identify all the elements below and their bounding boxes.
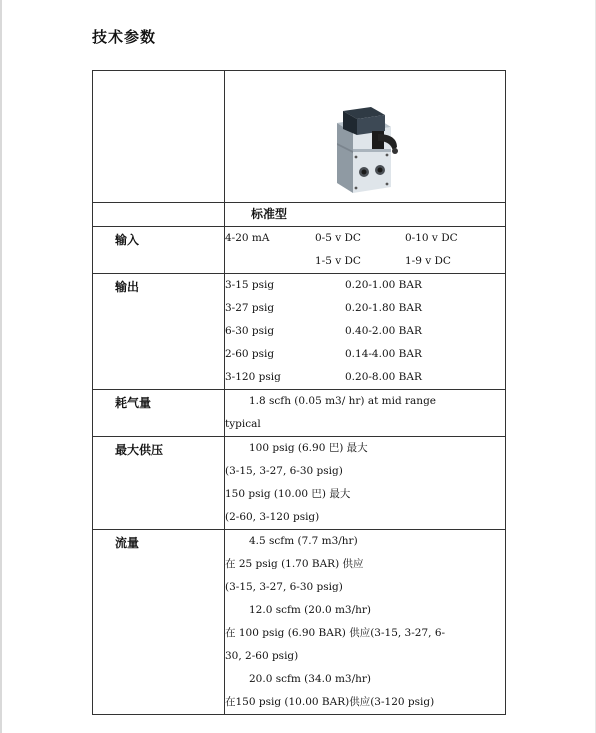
input-line: [225, 250, 505, 273]
output-row: [93, 274, 506, 390]
page-title: 技术参数: [92, 28, 157, 46]
input-value: 1-5 v DC: [315, 255, 361, 267]
max-supply-label: 最大供压: [115, 443, 164, 457]
product-image-cell: [225, 71, 506, 203]
flow-line: 在 100 psig (6.90 BAR) 供应(3-15, 3-27, 6-: [225, 627, 446, 639]
output-bar: 0.20-1.80 BAR: [345, 302, 422, 314]
flow-line: 在 25 psig (1.70 BAR) 供应: [225, 558, 364, 570]
flow-label: 流量: [115, 536, 140, 550]
input-value: [225, 250, 315, 273]
product-image: [225, 71, 505, 202]
flow-line: 30, 2-60 psig): [225, 650, 299, 662]
input-row: [93, 227, 506, 274]
input-value: 0-5 v DC: [315, 232, 361, 244]
output-range: 6-30 psig: [225, 325, 275, 337]
output-range: 3-120 psig: [225, 371, 281, 383]
consumption-label: 耗气量: [115, 396, 152, 410]
output-line: [225, 320, 505, 343]
output-line: [225, 366, 505, 389]
image-row: [93, 71, 506, 203]
input-label: 输入: [115, 233, 140, 247]
output-bar: 0.20-1.00 BAR: [345, 279, 422, 291]
flow-line: 12.0 scfm (20.0 m3/hr): [249, 604, 372, 616]
output-range: 3-15 psig: [225, 279, 275, 291]
output-bar: 0.40-2.00 BAR: [345, 325, 422, 337]
spec-table: [92, 70, 506, 715]
page-edge-left: [0, 0, 2, 733]
consumption-line: 1.8 scfh (0.05 m3/ hr) at mid range: [249, 395, 437, 407]
image-row-label-cell: [93, 71, 225, 203]
input-value: 4-20 mA: [225, 232, 270, 244]
output-label: 输出: [115, 280, 140, 294]
max-supply-line: 150 psig (10.00 巴) 最大: [225, 488, 351, 500]
flow-line: (3-15, 3-27, 6-30 psig): [225, 581, 343, 593]
flow-row: [93, 530, 506, 715]
flow-line: 20.0 scfm (34.0 m3/hr): [249, 673, 372, 685]
consumption-line: typical: [225, 418, 261, 430]
output-line: [225, 297, 505, 320]
max-supply-line: (2-60, 3-120 psig): [225, 511, 320, 523]
header-label-cell: [93, 203, 225, 227]
input-value: 1-9 v DC: [405, 255, 451, 267]
standard-type-heading: 标准型: [251, 207, 288, 221]
input-line: [225, 227, 505, 250]
output-bar: 0.20-8.00 BAR: [345, 371, 422, 383]
input-value: 0-10 v DC: [405, 232, 458, 244]
output-bar: 0.14-4.00 BAR: [345, 348, 422, 360]
consumption-row: [93, 390, 506, 437]
output-line: [225, 274, 505, 297]
flow-line: 在150 psig (10.00 BAR)供应(3-120 psig): [225, 696, 435, 708]
pressure-transducer-image: [225, 71, 505, 202]
max-supply-line: 100 psig (6.90 巴) 最大: [249, 442, 368, 454]
max-supply-line: (3-15, 3-27, 6-30 psig): [225, 465, 343, 477]
max-supply-row: [93, 437, 506, 530]
output-range: 2-60 psig: [225, 348, 275, 360]
output-line: [225, 343, 505, 366]
flow-line: 4.5 scfm (7.7 m3/hr): [249, 535, 358, 547]
output-range: 3-27 psig: [225, 302, 275, 314]
header-row: [93, 203, 506, 227]
